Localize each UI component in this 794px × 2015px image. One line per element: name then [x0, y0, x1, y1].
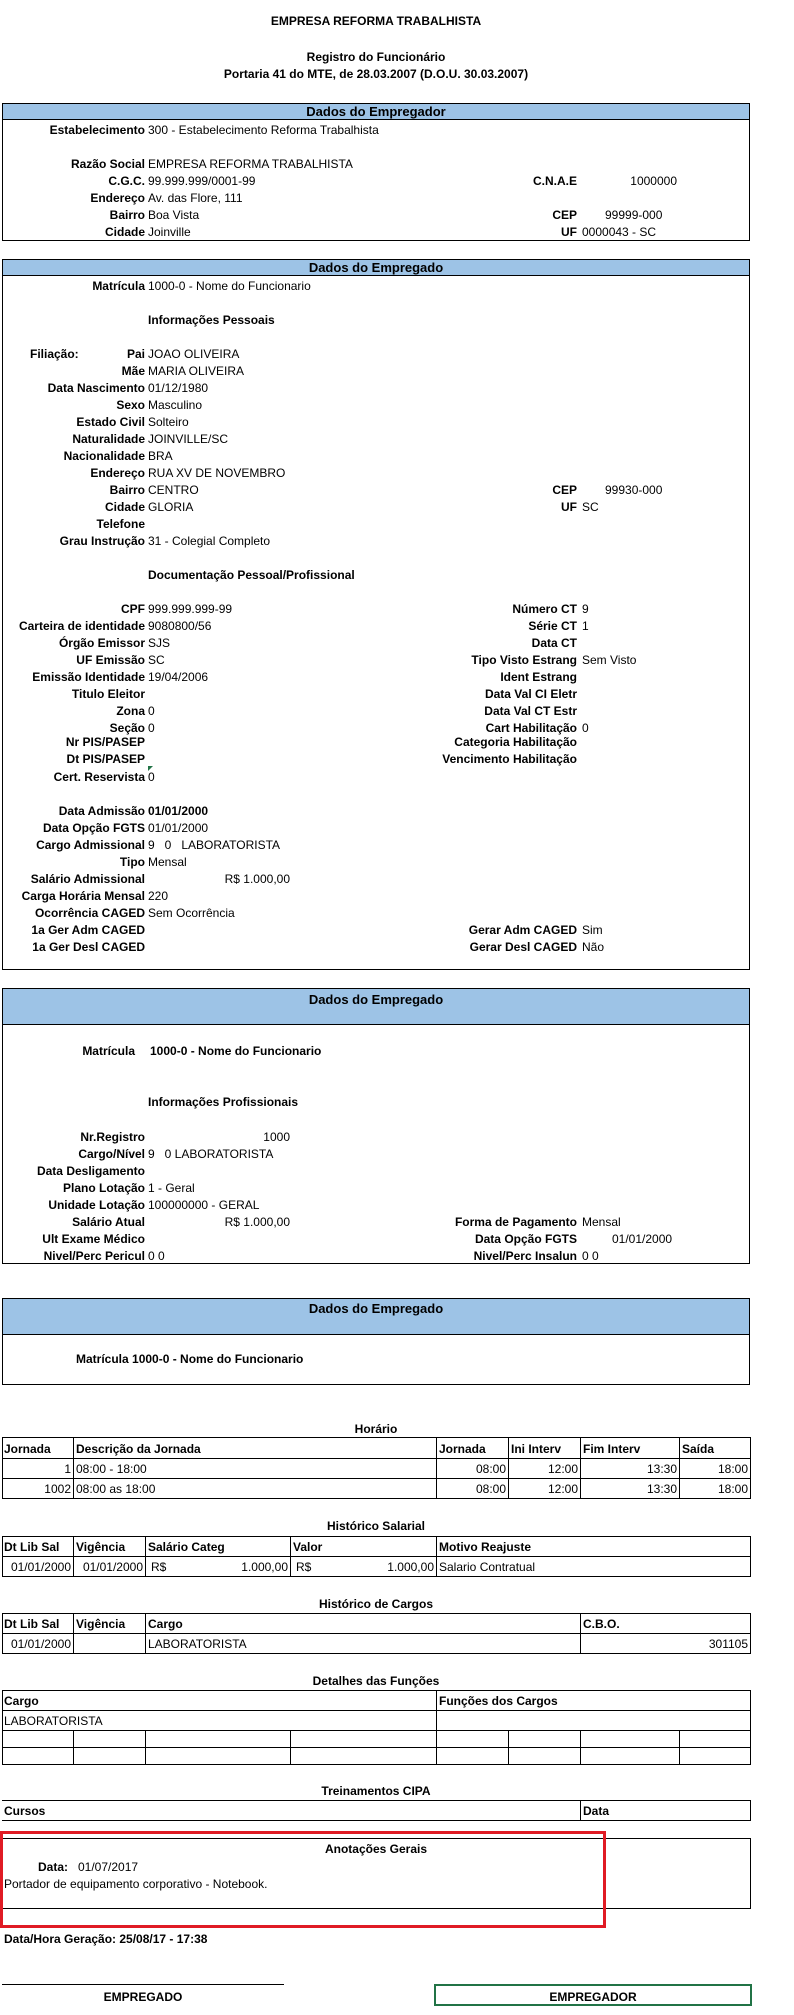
cipa-title: Treinamentos CIPA — [321, 1784, 431, 1798]
value-cidade-empregado: GLORIA — [148, 500, 194, 514]
job-col-vigencia: Vigência — [76, 1617, 126, 1631]
label-salario-atual: Salário Atual — [72, 1215, 145, 1229]
label-cargo-admissional: Cargo Admissional — [36, 838, 145, 852]
value-secao: 0 — [148, 721, 155, 735]
value-cgc: 99.999.999/0001-99 — [148, 174, 256, 188]
schedule-col-fim-interv: Fim Interv — [583, 1442, 641, 1456]
label-serie-ct: Série CT — [528, 619, 577, 633]
table-cell: LABORATORISTA — [148, 1637, 247, 1651]
value-endereco: Av. das Flore, 111 — [148, 191, 243, 205]
value-razao-social: EMPRESA REFORMA TRABALHISTA — [148, 157, 353, 171]
value-naturalidade: JOINVILLE/SC — [148, 432, 229, 446]
generation-timestamp: Data/Hora Geração: 25/08/17 - 17:38 — [4, 1932, 208, 1946]
label-data-ct: Data CT — [531, 636, 577, 650]
salary-col-dt-lib: Dt Lib Sal — [4, 1540, 60, 1554]
label-razao-social: Razão Social — [70, 157, 145, 171]
table-cell: 12:00 — [547, 1482, 578, 1496]
label-nivel-insalun: Nivel/Perc Insalun — [473, 1249, 577, 1263]
label-nacionalidade: Nacionalidade — [63, 449, 145, 463]
salary-col-motivo: Motivo Reajuste — [439, 1540, 532, 1554]
table-row: 1002 — [44, 1482, 71, 1496]
document-subtitle: Portaria 41 do MTE, de 28.03.2007 (D.O.U. 30.03.2007) — [223, 67, 529, 81]
section-documentation: Documentação Pessoal/Profissional — [148, 568, 355, 582]
label-data-val-ct: Data Val CT Estr — [484, 704, 577, 718]
value-mae: MARIA OLIVEIRA — [148, 364, 245, 378]
value-matricula-schedule: Matrícula 1000-0 - Nome do Funcionario — [76, 1352, 304, 1366]
value-uf-empregado: SC — [582, 500, 599, 514]
label-grau-instrucao: Grau Instrução — [59, 534, 145, 548]
value-nivel-insalun: 0 0 — [582, 1249, 599, 1263]
label-matricula-prof: Matrícula — [82, 1044, 135, 1058]
label-data-opcao-fgts-prof: Data Opção FGTS — [474, 1232, 577, 1246]
value-sexo: Masculino — [148, 398, 203, 412]
value-cpf: 999.999.999-99 — [148, 602, 233, 616]
label-1a-ger-adm-caged: 1a Ger Adm CAGED — [31, 923, 145, 937]
label-naturalidade: Naturalidade — [72, 432, 145, 446]
label-bairro: Bairro — [109, 208, 145, 222]
label-cidade-empregado: Cidade — [104, 500, 145, 514]
label-carga-horaria: Carga Horária Mensal — [21, 889, 145, 903]
table-cell: 18:00 — [717, 1462, 748, 1476]
label-titulo-eleitor: Titulo Eleitor — [71, 687, 145, 701]
label-ident-estrang: Ident Estrang — [500, 670, 577, 684]
schedule-col-ini-interv: Ini Interv — [511, 1442, 562, 1456]
label-bairro-empregado: Bairro — [109, 483, 145, 497]
label-nr-registro: Nr.Registro — [80, 1130, 145, 1144]
value-matricula: 1000-0 - Nome do Funcionario — [148, 279, 311, 293]
table-cell: 13:30 — [646, 1462, 677, 1476]
value-gerar-desl-caged: Não — [582, 940, 605, 954]
value-cargo-admissional: 9 0 LABORATORISTA — [148, 838, 281, 852]
value-orgao-emissor: SJS — [148, 636, 171, 650]
value-bairro: Boa Vista — [148, 208, 200, 222]
functions-col-cargo: Cargo — [4, 1694, 39, 1708]
notes-text: Portador de equipamento corporativo - Notebook. — [4, 1877, 268, 1891]
label-sexo: Sexo — [116, 398, 145, 412]
value-tipo-visto: Sem Visto — [582, 653, 637, 667]
value-cargo-nivel: 9 0 LABORATORISTA — [148, 1147, 274, 1161]
job-col-cargo: Cargo — [148, 1617, 183, 1631]
label-secao: Seção — [109, 721, 145, 735]
table-cell: 08:00 as 18:00 — [76, 1482, 156, 1496]
label-ocorrencia-caged: Ocorrência CAGED — [34, 906, 145, 920]
table-cell: R$ — [296, 1560, 312, 1574]
table-row: 01/01/2000 — [10, 1637, 71, 1651]
label-pai: Pai — [126, 347, 145, 361]
table-cell: Salario Contratual — [439, 1560, 536, 1574]
notes-date-value: 01/07/2017 — [78, 1860, 139, 1874]
schedule-col-jornada-inicio: Jornada — [439, 1442, 486, 1456]
value-unidade-lotacao: 100000000 - GERAL — [148, 1198, 260, 1212]
label-uf-emissao: UF Emissão — [76, 653, 145, 667]
value-carteira-identidade: 9080800/56 — [148, 619, 212, 633]
schedule-col-descricao: Descrição da Jornada — [76, 1442, 201, 1456]
functions-title: Detalhes das Funções — [312, 1674, 440, 1688]
job-col-cbo: C.B.O. — [583, 1617, 620, 1631]
label-tipo-visto: Tipo Visto Estrang — [471, 653, 577, 667]
label-emissao-identidade: Emissão Identidade — [32, 670, 145, 684]
value-serie-ct: 1 — [582, 619, 589, 633]
label-estabelecimento: Estabelecimento — [49, 123, 145, 137]
value-cep: 99999-000 — [605, 208, 663, 222]
label-ult-exame-medico: Ult Exame Médico — [42, 1232, 145, 1246]
value-tipo: Mensal — [148, 855, 187, 869]
label-orgao-emissor: Órgão Emissor — [58, 636, 145, 650]
label-data-nascimento: Data Nascimento — [47, 381, 145, 395]
label-vencimento-habilitacao: Vencimento Habilitação — [442, 752, 577, 766]
document-title: Registro do Funcionário — [306, 50, 446, 64]
value-uf: 0000043 - SC — [582, 225, 657, 239]
table-row: LABORATORISTA — [4, 1714, 103, 1728]
label-matricula: Matrícula — [92, 279, 145, 293]
label-forma-pagamento: Forma de Pagamento — [454, 1215, 577, 1229]
value-zona: 0 — [148, 704, 155, 718]
value-cep-empregado: 99930-000 — [605, 483, 663, 497]
schedule-title: Horário — [354, 1422, 398, 1436]
value-pai: JOAO OLIVEIRA — [148, 347, 240, 361]
section-personal-info: Informações Pessoais — [148, 313, 275, 327]
label-data-desligamento: Data Desligamento — [36, 1164, 145, 1178]
table-cell: 1.000,00 — [241, 1560, 288, 1574]
value-cart-habilitacao: 0 — [582, 721, 589, 735]
value-salario-atual: R$ 1.000,00 — [224, 1215, 290, 1229]
job-col-dt-lib: Dt Lib Sal — [4, 1617, 60, 1631]
employee-schedule-header: Dados do Empregado — [2, 1298, 750, 1335]
value-cidade: Joinville — [148, 225, 191, 239]
label-data-admissao: Data Admissão — [58, 804, 145, 818]
label-cargo-nivel: Cargo/Nível — [78, 1147, 145, 1161]
functions-col-funcoes: Funções dos Cargos — [439, 1694, 558, 1708]
label-uf: UF — [561, 225, 577, 239]
label-cert-reservista: Cert. Reservista — [53, 770, 145, 784]
value-uf-emissao: SC — [148, 653, 165, 667]
label-cidade: Cidade — [104, 225, 145, 239]
salary-history-title: Histórico Salarial — [326, 1519, 426, 1533]
table-cell: R$ — [151, 1560, 167, 1574]
value-data-opcao-fgts-prof: 01/01/2000 — [612, 1232, 673, 1246]
label-data-val-ci: Data Val CI Eletr — [484, 687, 577, 701]
value-cert-reservista: 0 — [148, 770, 155, 784]
value-estado-civil: Solteiro — [148, 415, 189, 429]
value-emissao-identidade: 19/04/2006 — [148, 670, 209, 684]
value-nr-registro: 1000 — [263, 1130, 290, 1144]
value-plano-lotacao: 1 - Geral — [148, 1181, 195, 1195]
label-telefone: Telefone — [96, 517, 145, 531]
table-cell: 1.000,00 — [387, 1560, 434, 1574]
employer-section-header: Dados do Empregador — [2, 103, 750, 120]
schedule-col-saida: Saída — [682, 1442, 715, 1456]
label-tipo: Tipo — [119, 855, 145, 869]
label-cep-empregado: CEP — [552, 483, 577, 497]
label-categoria-habilitacao: Categoria Habilitação — [454, 735, 577, 749]
table-cell: 08:00 — [475, 1462, 506, 1476]
schedule-col-jornada: Jornada — [4, 1442, 51, 1456]
label-1a-ger-desl-caged: 1a Ger Desl CAGED — [32, 940, 145, 954]
table-row: 01/01/2000 — [10, 1560, 71, 1574]
value-carga-horaria: 220 — [148, 889, 169, 903]
company-title: EMPRESA REFORMA TRABALHISTA — [270, 14, 482, 28]
value-numero-ct: 9 — [582, 602, 589, 616]
salary-col-valor: Valor — [293, 1540, 323, 1554]
label-mae: Mãe — [121, 364, 145, 378]
employee-section-header: Dados do Empregado — [2, 259, 750, 276]
label-estado-civil: Estado Civil — [76, 415, 145, 429]
label-nivel-pericul: Nivel/Perc Pericul — [43, 1249, 145, 1263]
label-cpf: CPF — [121, 602, 145, 616]
table-cell: 13:30 — [646, 1482, 677, 1496]
value-estabelecimento: 300 - Estabelecimento Reforma Trabalhista — [148, 123, 379, 137]
label-salario-admissional: Salário Admissional — [30, 872, 145, 886]
label-endereco-empregado: Endereço — [90, 466, 145, 480]
label-nr-pis: Nr PIS/PASEP — [65, 735, 145, 749]
section-professional-info: Informações Profissionais — [148, 1095, 299, 1109]
cipa-col-cursos: Cursos — [4, 1804, 46, 1818]
employee-professional-header: Dados do Empregado — [2, 988, 750, 1025]
value-matricula-prof: 1000-0 - Nome do Funcionario — [150, 1044, 322, 1058]
label-filiacao: Filiação: — [30, 347, 79, 361]
label-gerar-adm-caged: Gerar Adm CAGED — [468, 923, 577, 937]
label-cnae: C.N.A.E — [532, 174, 577, 188]
label-zona: Zona — [116, 704, 145, 718]
label-cart-habilitacao: Cart Habilitação — [485, 721, 577, 735]
label-endereco: Endereço — [90, 191, 145, 205]
label-data-opcao-fgts: Data Opção FGTS — [42, 821, 145, 835]
table-row: 1 — [64, 1462, 71, 1476]
value-data-admissao: 01/01/2000 — [148, 804, 209, 818]
value-grau-instrucao: 31 - Colegial Completo — [148, 534, 271, 548]
label-uf-empregado: UF — [561, 500, 577, 514]
value-nacionalidade: BRA — [148, 449, 173, 463]
value-bairro-empregado: CENTRO — [148, 483, 199, 497]
signature-employer-label: EMPREGADOR — [549, 1990, 637, 2004]
label-cgc: C.G.C. — [108, 174, 145, 188]
table-cell: 01/01/2000 — [82, 1560, 143, 1574]
value-data-opcao-fgts: 01/01/2000 — [148, 821, 209, 835]
label-dt-pis: Dt PIS/PASEP — [66, 752, 145, 766]
value-endereco-empregado: RUA XV DE NOVEMBRO — [148, 466, 286, 480]
label-plano-lotacao: Plano Lotação — [62, 1181, 145, 1195]
table-cell: 301105 — [708, 1637, 748, 1651]
salary-col-salario-categ: Salário Categ — [148, 1540, 225, 1554]
table-cell: 12:00 — [547, 1462, 578, 1476]
value-ocorrencia-caged: Sem Ocorrência — [148, 906, 235, 920]
label-carteira-identidade: Carteira de identidade — [18, 619, 145, 633]
value-salario-admissional: R$ 1.000,00 — [224, 872, 290, 886]
signature-employee-label: EMPREGADO — [103, 1990, 183, 2004]
highlight-annotation-box — [0, 1831, 606, 1928]
table-cell: 08:00 - 18:00 — [76, 1462, 147, 1476]
value-gerar-adm-caged: Sim — [582, 923, 603, 937]
table-cell: 08:00 — [475, 1482, 506, 1496]
value-nivel-pericul: 0 0 — [148, 1249, 165, 1263]
table-cell: 18:00 — [717, 1482, 748, 1496]
value-forma-pagamento: Mensal — [582, 1215, 621, 1229]
salary-col-vigencia: Vigência — [76, 1540, 126, 1554]
job-history-title: Histórico de Cargos — [318, 1597, 434, 1611]
label-gerar-desl-caged: Gerar Desl CAGED — [469, 940, 577, 954]
cipa-col-data: Data — [583, 1804, 610, 1818]
notes-title: Anotações Gerais — [324, 1842, 428, 1856]
signature-line-employee — [2, 1984, 284, 1985]
label-cep: CEP — [552, 208, 577, 222]
notes-date-label: Data: — [38, 1860, 69, 1874]
value-data-nascimento: 01/12/1980 — [148, 381, 209, 395]
label-unidade-lotacao: Unidade Lotação — [48, 1198, 145, 1212]
value-cnae: 1000000 — [630, 174, 677, 188]
label-numero-ct: Número CT — [512, 602, 577, 616]
